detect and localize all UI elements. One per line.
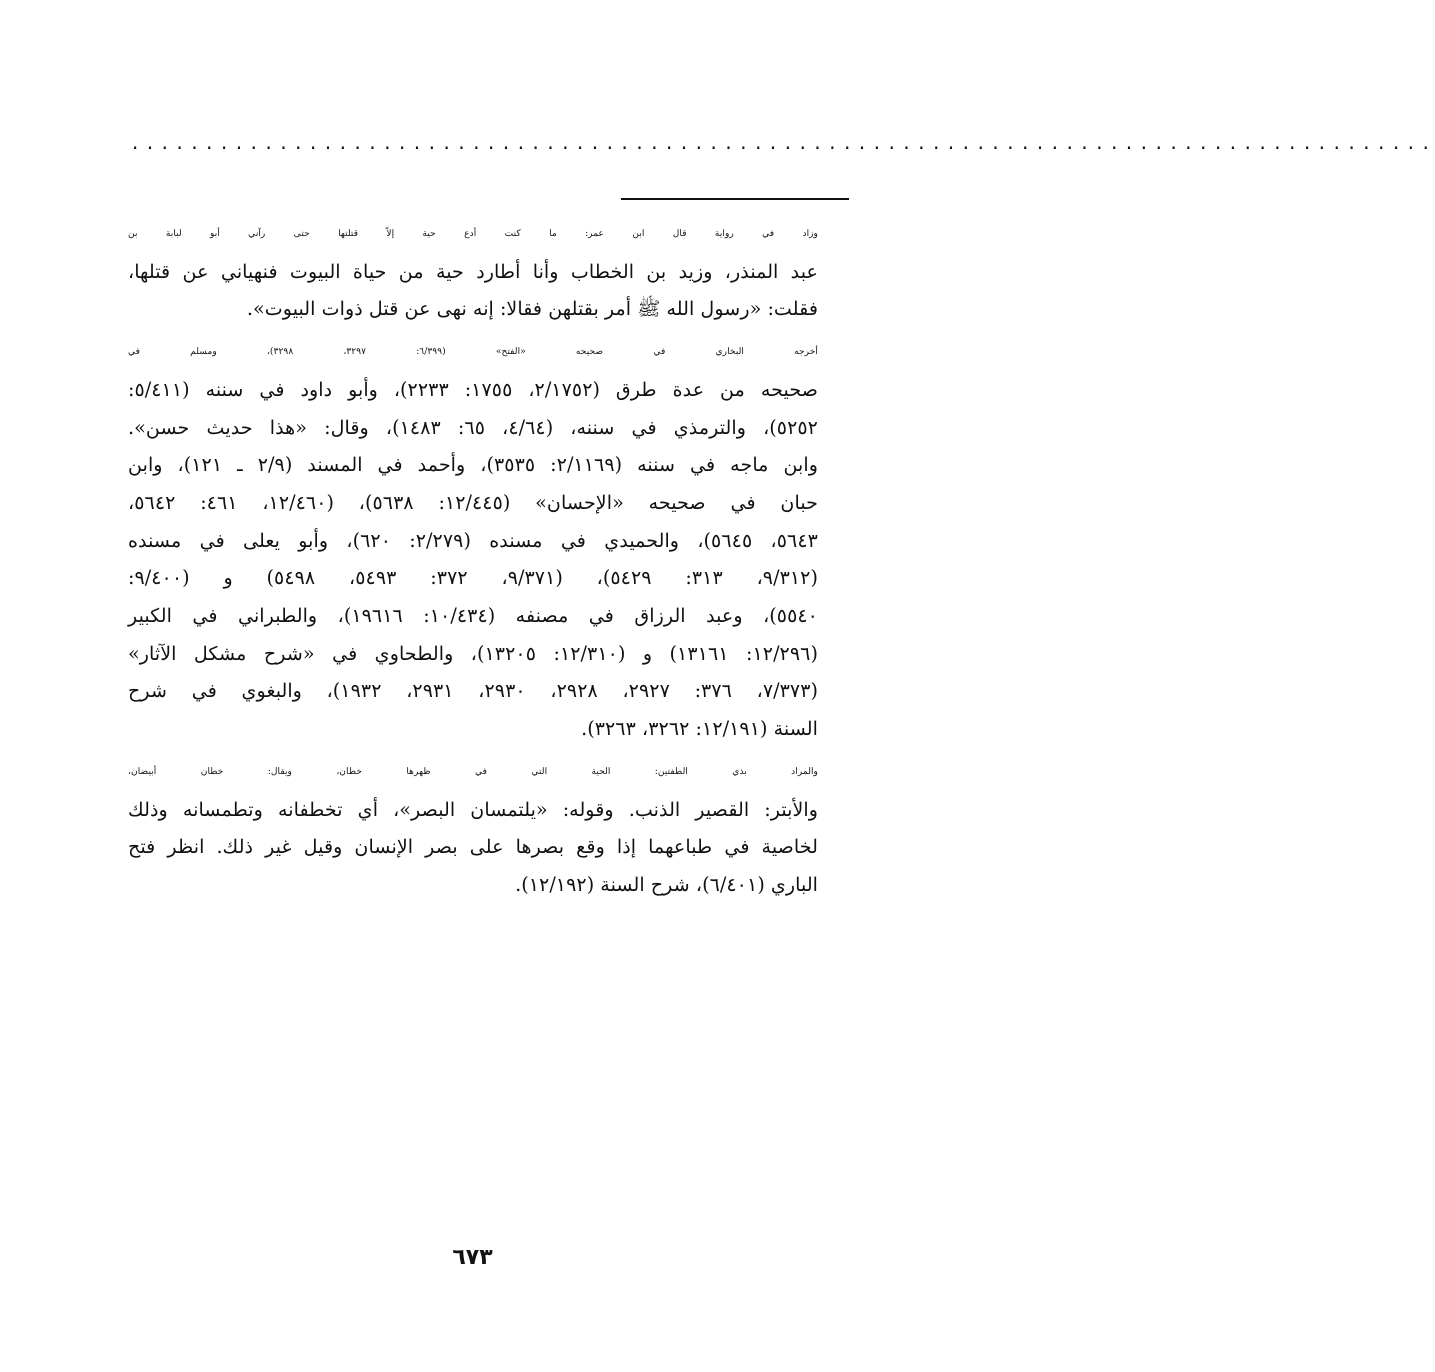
text-line: السنة (١٢/١٩١: ٣٢٦٢، ٣٢٦٣). <box>581 717 818 741</box>
text-line: فقلت: «رسول الله ﷺ أمر بقتلهن فقالا: إنه نهى عن قتل ذوات البيوت». <box>246 297 818 321</box>
text-line: عبد المنذر، وزيد بن الخطاب وأنا أطارد حية من حياة البيوت فنهياني عن قتلها، <box>128 259 818 283</box>
text-line: والأبتر: القصير الذنب. وقوله: «يلتمسان البصر»، أي تخطفانه وتطمسانه وذلك <box>128 797 818 821</box>
footnote-text <box>128 215 848 909</box>
text-line: الباري (٦/٤٠١)، شرح السنة (١٢/١٩٢). <box>515 872 818 896</box>
text-line: (٩/٣١٢، ٣١٣: ٥٤٢٩)، (٩/٣٧١، ٣٧٢: ٥٤٩٣، ٥٤٩٨) و (٩/٤٠٠: <box>128 566 818 590</box>
paragraph-takhrij <box>128 333 848 748</box>
paragraph-explanation <box>128 753 848 904</box>
text-line: (١٢/٢٩٦: ١٣١٦١) و (١٢/٣١٠: ١٣٢٠٥)، والطحاوي في «شرح مشكل الآثار» <box>128 641 818 665</box>
text-line: أخرجه البخاري في صحيحه «الفتح» (٦/٣٩٩: ٣٢٩٧، ٣٢٩٨)، ومسلم في <box>128 346 818 358</box>
text-line: وزاد في رواية قال ابن عمر: ما كنت أدع حية إلاّ قتلتها حتى رآني أبو لبابة بن <box>128 228 818 239</box>
text-line: ٥٦٤٣، ٥٦٤٥)، والحميدي في مسنده (٢/٢٧٩: ٦٢٠)، وأبو يعلى في مسنده <box>128 528 818 552</box>
dotted-separator: ........................................................................................ <box>130 134 1435 154</box>
text-line: وابن ماجه في سننه (٢/١١٦٩: ٣٥٣٥)، وأحمد في المسند (٢/٩ ـ ١٢١)، وابن <box>128 453 818 477</box>
text-line: ٥٥٤٠)، وعبد الرزاق في مصنفه (١٠/٤٣٤: ١٩٦١٦)، والطبراني في الكبير <box>128 604 818 628</box>
text-line: (٧/٣٧٣، ٣٧٦: ٢٩٢٧، ٢٩٢٨، ٢٩٣٠، ٢٩٣١، ١٩٣٢)، والبغوي في شرح <box>128 679 819 703</box>
paragraph-narration <box>128 215 848 328</box>
text-line: ٥٢٥٢)، والترمذي في سننه، (٤/٦٤، ٦٥: ١٤٨٣)، وقال: «هذا حديث حسن». <box>128 415 818 439</box>
text-line: حبان في صحيحه «الإحسان» (١٢/٤٤٥: ٥٦٣٨)، (١٢/٤٦٠، ٤٦١: ٥٦٤٢، <box>128 490 818 514</box>
text-line: والمراد بذي الطفتين: الحية التي في ظهرها خطان، ويقال: خطان أبيضان، <box>128 765 818 777</box>
text-line: لخاصية في طباعهما إذا وقع بصرها على بصر الإنسان وقيل غير ذلك. انظر فتح <box>128 835 818 859</box>
page-number: ٦٧٣ <box>452 1245 493 1270</box>
footnote-rule <box>621 198 849 200</box>
text-line: صحيحه من عدة طرق (٢/١٧٥٢، ١٧٥٥: ٢٢٣٣)، وأبو داود في سننه (٥/٤١١: <box>128 377 818 401</box>
